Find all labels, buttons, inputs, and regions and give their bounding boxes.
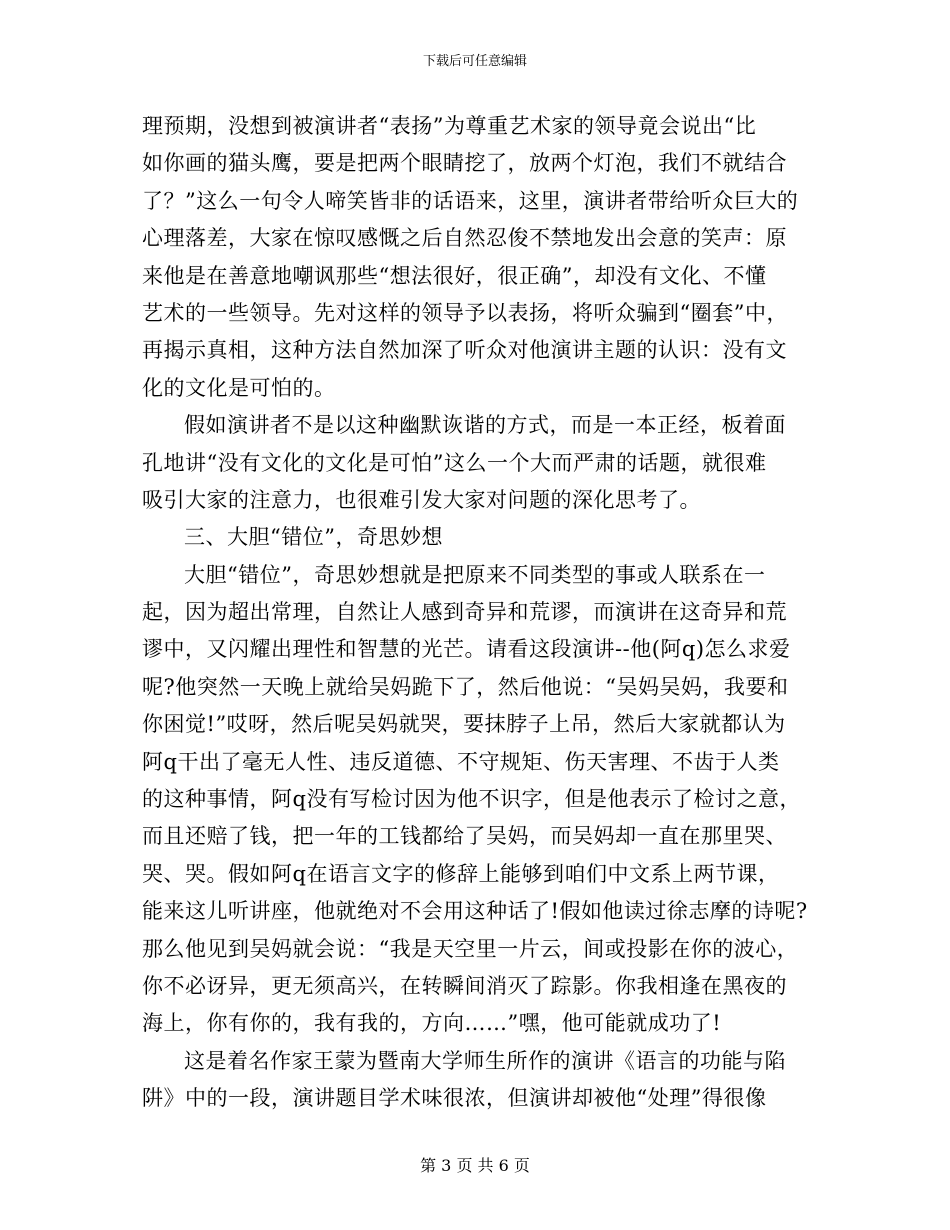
text-line: 孔地讲“没有文化的文化是可怕”这么一个大而严肃的话题，就很难 <box>142 450 767 475</box>
text-line: 如你画的猫头鹰，要是把两个眼睛挖了，放两个灯泡，我们不就结合 <box>142 151 787 176</box>
text-line: 阿q干出了毫无人性、违反道德、不守规矩、伤天害理、不齿于人类 <box>142 749 780 774</box>
page-header: 下载后可任意编辑 <box>422 54 527 69</box>
document-body <box>142 108 810 1118</box>
text-line: 阱》中的一段，演讲题目学术味很浓，但演讲却被他“处理”得很像 <box>142 1086 767 1111</box>
text-line: 这是着名作家王蒙为暨南大学师生所作的演讲《语言的功能与陷 <box>184 1048 786 1073</box>
page-footer: 第 3 页 共 6 页 <box>420 1156 530 1175</box>
text-line: 再揭示真相，这种方法自然加深了听众对他演讲主题的认识：没有文 <box>142 338 787 363</box>
text-line: 起，因为超出常理，自然让人感到奇异和荒谬，而演讲在这奇异和荒 <box>142 600 787 625</box>
text-line: 海上，你有你的，我有我的，方向……”嘿，他可能就成功了! <box>142 1011 722 1036</box>
text-line: 你困觉!”哎呀，然后呢吴妈就哭，要抹脖子上吊，然后大家就都认为 <box>142 712 786 737</box>
text-line: 吸引大家的注意力，也很难引发大家对问题的深化思考了。 <box>142 487 701 512</box>
text-line: 大胆“错位”，奇思妙想就是把原来不同类型的事或人联系在一 <box>184 562 766 587</box>
text-line: 心理落差，大家在惊叹感慨之后自然忍俊不禁地发出会意的笑声：原 <box>142 226 787 251</box>
text-line: 的这种事情，阿q没有写检讨因为他不识字，但是他表示了检讨之意， <box>142 787 801 812</box>
text-line: 哭、哭。假如阿q在语言文字的修辞上能够到咱们中文系上两节课， <box>142 861 780 886</box>
text-line: 你不必讶异，更无须高兴，在转瞬间消灭了踪影。你我相逢在黑夜的 <box>142 973 787 998</box>
text-line: 艺术的一些领导。先对这样的领导予以表扬，将听众骗到“圈套”中， <box>142 300 788 325</box>
text-line: 呢?他突然一天晚上就给吴妈跪下了，然后他说：“吴妈吴妈，我要和 <box>142 674 789 699</box>
text-line: 能来这儿听讲座，他就绝对不会用这种话了!假如他读过徐志摩的诗呢? <box>142 899 808 924</box>
text-line: 来他是在善意地嘲讽那些“想法很好，很正确”，却没有文化、不懂 <box>142 263 767 288</box>
section-heading: 三、大胆“错位”，奇思妙想 <box>184 525 443 550</box>
text-line: 化的文化是可怕的。 <box>142 375 336 400</box>
text-line: 而且还赔了钱，把一年的工钱都给了吴妈，而吴妈却一直在那里哭、 <box>142 824 787 849</box>
text-line: 假如演讲者不是以这种幽默诙谐的方式，而是一本正经，板着面 <box>184 413 786 438</box>
text-line: 理预期，没想到被演讲者“表扬”为尊重艺术家的领导竟会说出“比 <box>142 114 757 138</box>
text-line: 谬中，又闪耀出理性和智慧的光芒。请看这段演讲--他(阿q)怎么求爱 <box>142 637 791 662</box>
text-line: 那么他见到吴妈就会说：“我是天空里一片云，间或投影在你的波心， <box>142 936 799 961</box>
text-line: 了？”这么一句令人啼笑皆非的话语来，这里，演讲者带给听众巨大的 <box>142 188 799 213</box>
